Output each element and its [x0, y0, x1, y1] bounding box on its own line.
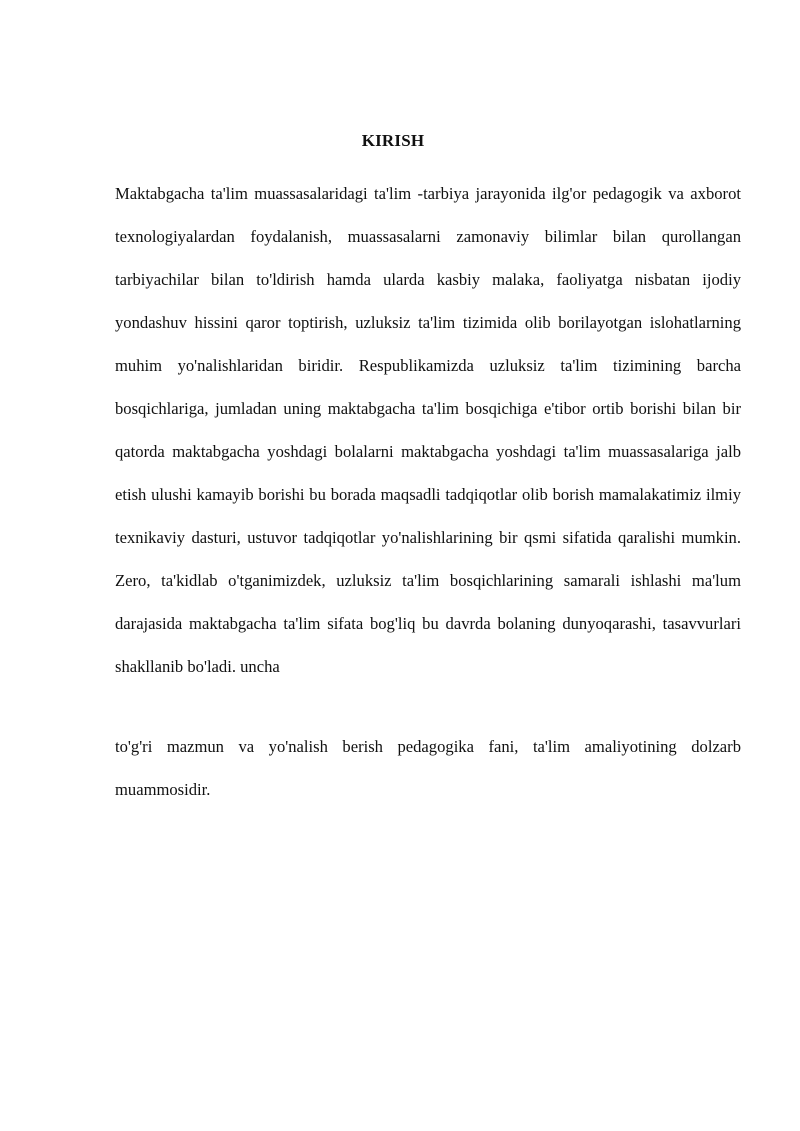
- paragraph-1: Maktabgacha ta'lim muassasalaridagi ta'lim -tarbiya jarayonida ilg'or pedagogik va axborot texnologiyalardan foydalanish, muassasalarni zamonaviy bilimlar bilan qurollangan tarbiyachilar bilan to'ldirish hamda ularda kasbiy malaka, faoliyatga nisbatan ijodiy yondashuv hissini qaror toptirish, uzluksiz ta'lim tizimida olib borilayotgan islohatlarning muhim yo'nalishlaridan biridir. Respublikamizda uzluksiz ta'lim tizimining barcha bosqichlariga, jumladan uning maktabgacha ta'lim bosqichiga e'tibor ortib borishi bilan bir qatorda maktabgacha yoshdagi bolalarni maktabgacha yoshdagi ta'lim muassasalariga jalb etish ulushi kamayib borishi bu borada maqsadli tadqiqotlar olib borish mamalakatimiz ilmiy texnikaviy dasturi, ustuvor tadqiqotlar yo'nalishlarining bir qsmi sifatida qaralishi mumkin. Zero, ta'kidlab o'tganimizdek, uzluksiz ta'lim bosqichlarining samarali ishlashi ma'lum darajasida maktabgacha ta'lim sifata bog'liq bu davrda bolaning dunyoqarashi, tasavvurlari shakllanib bo'ladi. uncha: [115, 184, 741, 676]
- page-title: KIRISH: [361, 131, 425, 150]
- paragraph-2: to'g'ri mazmun va yo'nalish berish pedagogika fani, ta'lim amaliyotining dolzarb muammosidir.: [115, 737, 741, 799]
